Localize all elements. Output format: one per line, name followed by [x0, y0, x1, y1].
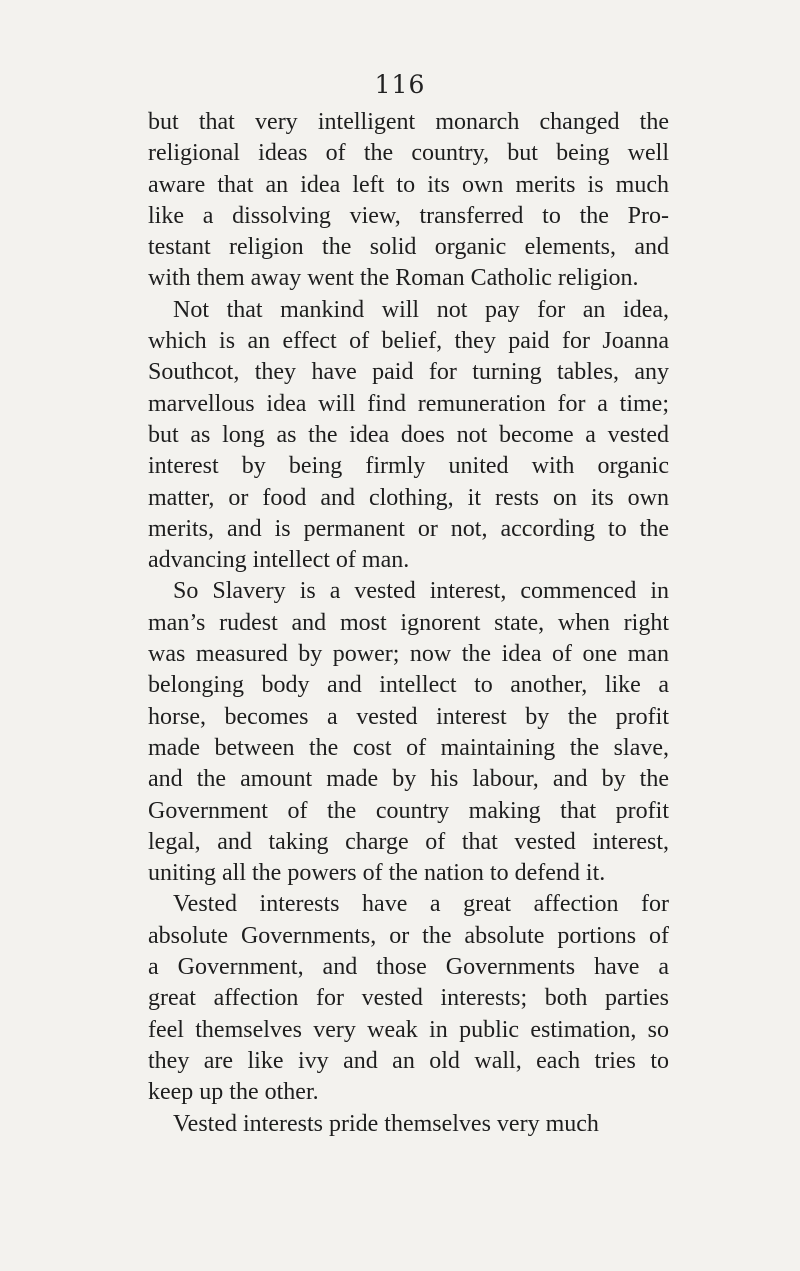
- text-line: great affection for vested interests; both parties: [148, 985, 669, 1012]
- body-text: [148, 107, 669, 1140]
- text-line: with them away went the Roman Catholic religion.: [148, 265, 639, 292]
- text-line: matter, or food and clothing, it rests on its own: [148, 484, 669, 511]
- text-line: Vested interests pride themselves very much: [173, 1110, 599, 1137]
- text-line: marvellous idea will find remuneration for a time;: [148, 390, 669, 417]
- text-line: merits, and is permanent or not, according to the: [148, 515, 669, 542]
- text-line: Government of the country making that profit: [148, 797, 669, 824]
- text-line: like a dissolving view, transferred to the Pro-: [148, 202, 669, 229]
- text-line: a Government, and those Governments have a: [148, 954, 669, 981]
- text-line: they are like ivy and an old wall, each tries to: [148, 1047, 669, 1074]
- text-line: and the amount made by his labour, and by the: [148, 766, 669, 793]
- text-line: horse, becomes a vested interest by the profit: [148, 703, 669, 730]
- text-line: advancing intellect of man.: [148, 547, 410, 574]
- text-line: religional ideas of the country, but being well: [148, 140, 669, 167]
- text-line: but as long as the idea does not become a vested: [148, 421, 669, 448]
- text-line: So Slavery is a vested interest, commenced in: [173, 578, 669, 605]
- text-line: which is an effect of belief, they paid for Joanna: [148, 328, 669, 355]
- text-line: uniting all the powers of the nation to defend it.: [148, 860, 606, 887]
- text-line: Not that mankind will not pay for an idea,: [173, 296, 669, 323]
- text-line: man’s rudest and most ignorent state, when right: [148, 609, 669, 636]
- text-line: made between the cost of maintaining the slave,: [148, 734, 669, 761]
- page-number: 116: [374, 70, 426, 99]
- text-line: Vested interests have a great affection for: [173, 891, 669, 918]
- text-line: testant religion the solid organic elements, and: [148, 234, 669, 261]
- text-line: but that very intelligent monarch changed the: [148, 109, 669, 135]
- text-line: aware that an idea left to its own merits is much: [148, 171, 669, 198]
- text-line: interest by being firmly united with organic: [148, 453, 669, 480]
- text-line: keep up the other.: [148, 1079, 319, 1106]
- text-line: Southcot, they have paid for turning tables, any: [148, 359, 669, 386]
- text-line: was measured by power; now the idea of one man: [148, 641, 669, 668]
- text-line: feel themselves very weak in public estimation, so: [148, 1016, 669, 1043]
- text-line: belonging body and intellect to another, like a: [148, 672, 669, 699]
- text-line: legal, and taking charge of that vested interest,: [148, 828, 669, 855]
- text-line: absolute Governments, or the absolute portions of: [148, 922, 669, 949]
